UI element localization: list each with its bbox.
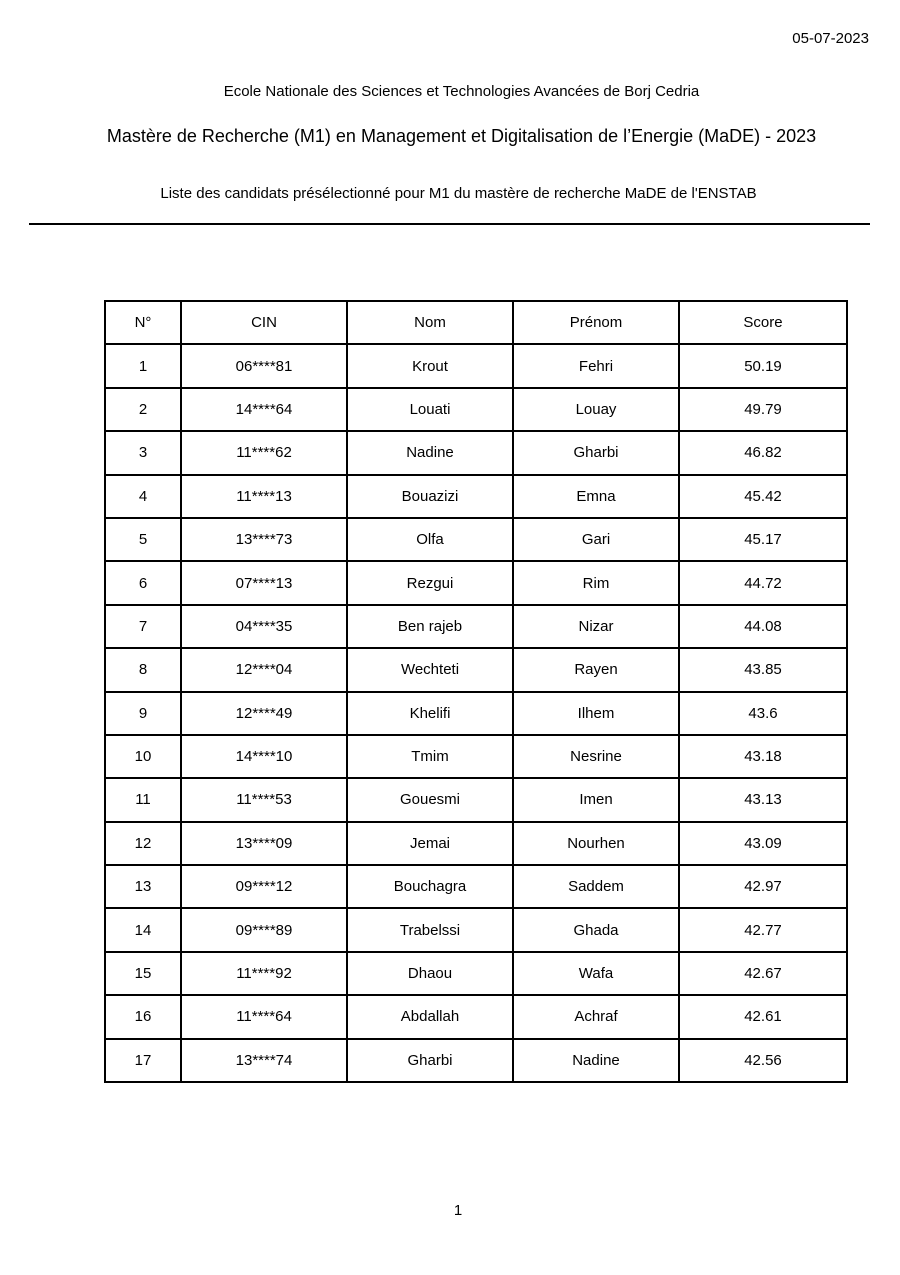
table-row	[105, 1039, 847, 1082]
cell-score: 43.85	[679, 648, 847, 691]
cell-number: 16	[105, 995, 181, 1038]
cell-score: 42.97	[679, 865, 847, 908]
header-prenom: Prénom	[513, 301, 679, 344]
cell-number: 1	[105, 344, 181, 387]
table-row	[105, 995, 847, 1038]
list-subtitle: Liste des candidats présélectionné pour M1 du mastère de recherche MaDE de l'ENSTAB	[160, 185, 757, 202]
cell-prenom: Gari	[513, 518, 679, 561]
cell-prenom: Rayen	[513, 648, 679, 691]
cell-prenom: Louay	[513, 388, 679, 431]
cell-cin: 11****92	[181, 952, 347, 995]
cell-prenom: Nesrine	[513, 735, 679, 778]
table-header-row	[105, 301, 847, 344]
table-row	[105, 692, 847, 735]
cell-cin: 04****35	[181, 605, 347, 648]
cell-nom: Louati	[347, 388, 513, 431]
cell-cin: 12****04	[181, 648, 347, 691]
cell-prenom: Fehri	[513, 344, 679, 387]
cell-score: 43.09	[679, 822, 847, 865]
candidates-table	[104, 300, 848, 1083]
cell-cin: 11****53	[181, 778, 347, 821]
cell-score: 45.17	[679, 518, 847, 561]
cell-number: 8	[105, 648, 181, 691]
table-row	[105, 822, 847, 865]
cell-nom: Bouchagra	[347, 865, 513, 908]
cell-number: 13	[105, 865, 181, 908]
cell-nom: Tmim	[347, 735, 513, 778]
cell-number: 14	[105, 908, 181, 951]
cell-nom: Gouesmi	[347, 778, 513, 821]
cell-score: 50.19	[679, 344, 847, 387]
cell-nom: Khelifi	[347, 692, 513, 735]
cell-number: 7	[105, 605, 181, 648]
table-row	[105, 865, 847, 908]
cell-nom: Nadine	[347, 431, 513, 474]
table-row	[105, 908, 847, 951]
cell-nom: Olfa	[347, 518, 513, 561]
header-cin: CIN	[181, 301, 347, 344]
cell-number: 15	[105, 952, 181, 995]
cell-score: 42.56	[679, 1039, 847, 1082]
cell-score: 42.77	[679, 908, 847, 951]
cell-number: 11	[105, 778, 181, 821]
table-body	[105, 344, 847, 1082]
cell-cin: 11****64	[181, 995, 347, 1038]
table-row	[105, 388, 847, 431]
table-row	[105, 952, 847, 995]
cell-prenom: Nadine	[513, 1039, 679, 1082]
cell-number: 12	[105, 822, 181, 865]
cell-nom: Abdallah	[347, 995, 513, 1038]
cell-prenom: Emna	[513, 475, 679, 518]
cell-prenom: Saddem	[513, 865, 679, 908]
cell-score: 49.79	[679, 388, 847, 431]
table-row	[105, 431, 847, 474]
cell-nom: Jemai	[347, 822, 513, 865]
cell-prenom: Imen	[513, 778, 679, 821]
table-row	[105, 605, 847, 648]
cell-nom: Wechteti	[347, 648, 513, 691]
cell-score: 42.61	[679, 995, 847, 1038]
cell-cin: 14****10	[181, 735, 347, 778]
page-number: 1	[453, 1202, 463, 1219]
cell-number: 9	[105, 692, 181, 735]
cell-nom: Bouazizi	[347, 475, 513, 518]
cell-cin: 09****12	[181, 865, 347, 908]
cell-score: 46.82	[679, 431, 847, 474]
cell-number: 6	[105, 561, 181, 604]
cell-score: 43.18	[679, 735, 847, 778]
cell-cin: 13****09	[181, 822, 347, 865]
cell-nom: Trabelssi	[347, 908, 513, 951]
table-row	[105, 778, 847, 821]
document-date: 05-07-2023	[792, 30, 869, 47]
header-divider	[29, 223, 870, 225]
cell-cin: 14****64	[181, 388, 347, 431]
cell-cin: 13****73	[181, 518, 347, 561]
cell-prenom: Achraf	[513, 995, 679, 1038]
cell-score: 45.42	[679, 475, 847, 518]
cell-score: 42.67	[679, 952, 847, 995]
cell-number: 10	[105, 735, 181, 778]
cell-score: 44.72	[679, 561, 847, 604]
cell-cin: 13****74	[181, 1039, 347, 1082]
program-title: Mastère de Recherche (M1) en Management et Digitalisation de l’Energie (MaDE) - 2023	[106, 126, 817, 146]
cell-prenom: Rim	[513, 561, 679, 604]
cell-prenom: Nourhen	[513, 822, 679, 865]
cell-number: 5	[105, 518, 181, 561]
table-row	[105, 648, 847, 691]
cell-nom: Krout	[347, 344, 513, 387]
cell-cin: 12****49	[181, 692, 347, 735]
table-row	[105, 518, 847, 561]
header-nom: Nom	[347, 301, 513, 344]
cell-number: 2	[105, 388, 181, 431]
cell-prenom: Ghada	[513, 908, 679, 951]
cell-number: 3	[105, 431, 181, 474]
cell-cin: 09****89	[181, 908, 347, 951]
cell-nom: Rezgui	[347, 561, 513, 604]
cell-prenom: Nizar	[513, 605, 679, 648]
header-number: N°	[105, 301, 181, 344]
cell-prenom: Wafa	[513, 952, 679, 995]
table-row	[105, 344, 847, 387]
school-name: Ecole Nationale des Sciences et Technologies Avancées de Borj Cedria	[223, 83, 700, 100]
cell-score: 43.6	[679, 692, 847, 735]
cell-cin: 07****13	[181, 561, 347, 604]
cell-cin: 11****13	[181, 475, 347, 518]
cell-number: 17	[105, 1039, 181, 1082]
table-row	[105, 475, 847, 518]
cell-nom: Gharbi	[347, 1039, 513, 1082]
cell-score: 44.08	[679, 605, 847, 648]
cell-score: 43.13	[679, 778, 847, 821]
cell-prenom: Gharbi	[513, 431, 679, 474]
cell-nom: Dhaou	[347, 952, 513, 995]
cell-nom: Ben rajeb	[347, 605, 513, 648]
cell-number: 4	[105, 475, 181, 518]
cell-cin: 11****62	[181, 431, 347, 474]
table-row	[105, 735, 847, 778]
table-row	[105, 561, 847, 604]
header-score: Score	[679, 301, 847, 344]
cell-prenom: Ilhem	[513, 692, 679, 735]
cell-cin: 06****81	[181, 344, 347, 387]
